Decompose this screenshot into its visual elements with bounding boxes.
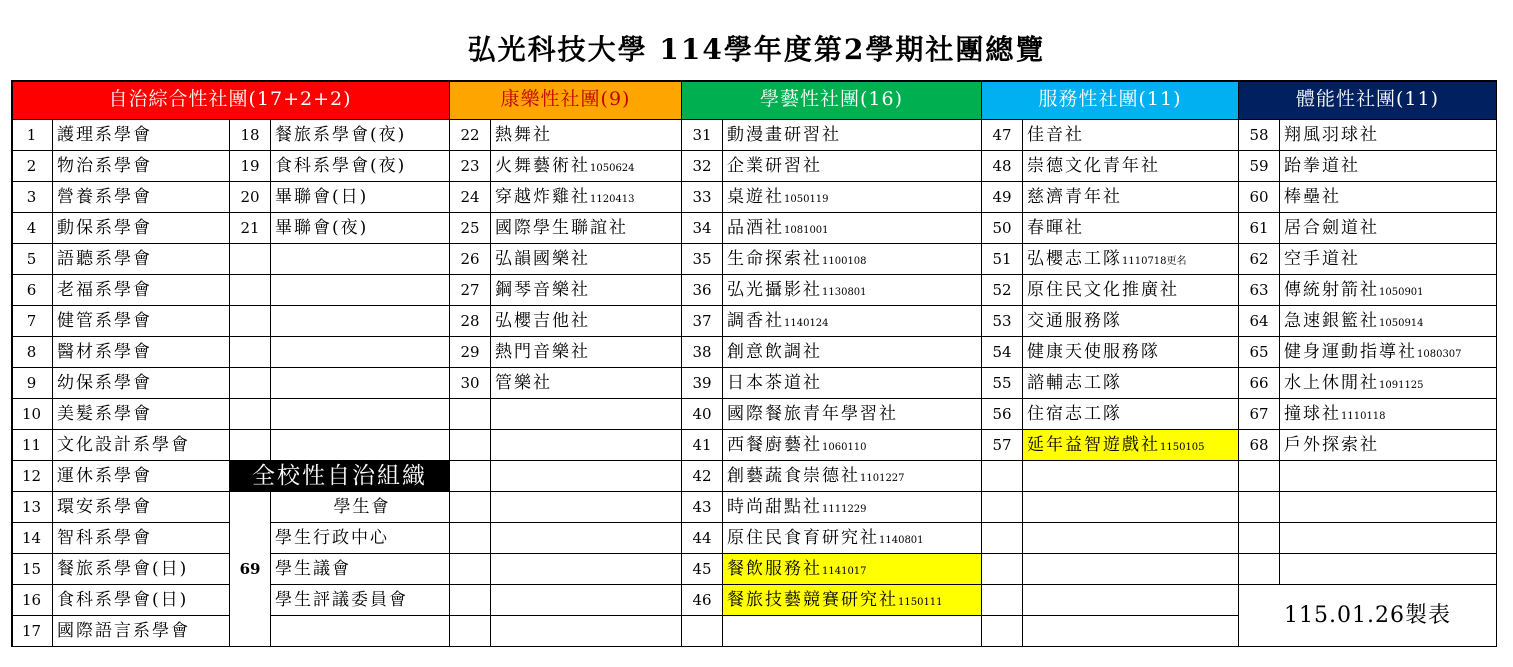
club-name: 動保系學會 xyxy=(53,213,230,244)
club-number: 5 xyxy=(11,244,53,275)
club-name xyxy=(723,120,982,151)
club-number: 6 xyxy=(11,275,53,306)
club-name xyxy=(1280,120,1497,151)
club-number: 20 xyxy=(230,182,271,213)
club-name-text: 棒壘社 xyxy=(1284,187,1341,207)
empty-cell xyxy=(450,523,491,554)
club-name-text: 跆拳道社 xyxy=(1284,156,1360,176)
club-number: 44 xyxy=(682,523,723,554)
empty-cell xyxy=(1023,585,1239,616)
club-name-text: 慈濟青年社 xyxy=(1027,187,1122,207)
club-founding-code: 1140124 xyxy=(784,318,829,329)
page-title: 弘光科技大學 114學年度第2學期社團總覽 xyxy=(467,33,1046,66)
club-name-text: 熱舞社 xyxy=(495,125,552,145)
club-number: 25 xyxy=(450,213,491,244)
club-name xyxy=(1280,337,1497,368)
club-name: 餐旅系學會(日) xyxy=(53,554,230,585)
footer-note: 115.01.26製表 xyxy=(1239,585,1497,647)
club-number: 42 xyxy=(682,461,723,492)
club-name: 文化設計系學會 xyxy=(53,430,230,461)
club-number: 27 xyxy=(450,275,491,306)
club-founding-code: 1050914 xyxy=(1379,318,1424,329)
empty-cell xyxy=(1239,554,1280,585)
club-name-text: 住宿志工隊 xyxy=(1027,404,1122,424)
club-name xyxy=(1023,399,1239,430)
empty-cell xyxy=(1280,492,1497,523)
club-name: 醫材系學會 xyxy=(53,337,230,368)
empty-cell xyxy=(271,399,450,430)
club-number: 22 xyxy=(450,120,491,151)
club-name-text: 火舞藝術社 xyxy=(495,156,590,176)
club-name xyxy=(723,554,982,585)
club-name-text: 延年益智遊戲社 xyxy=(1027,435,1160,455)
empty-cell xyxy=(450,492,491,523)
club-name xyxy=(1280,244,1497,275)
club-number: 51 xyxy=(982,244,1023,275)
club-name xyxy=(723,244,982,275)
club-name-text: 桌遊社 xyxy=(727,187,784,207)
empty-cell xyxy=(982,554,1023,585)
club-name-text: 熱門音樂社 xyxy=(495,342,590,362)
school-wide-item: 學生議會 xyxy=(271,554,450,585)
club-table xyxy=(11,80,1497,646)
header-self-gov: 自治綜合性社團(17+2+2) xyxy=(11,80,450,120)
club-name xyxy=(1280,275,1497,306)
club-number: 1 xyxy=(11,120,53,151)
club-name-text: 創藝蔬食崇德社 xyxy=(727,466,860,486)
club-name xyxy=(723,337,982,368)
club-name-text: 諮輔志工隊 xyxy=(1027,373,1122,393)
club-name xyxy=(1023,213,1239,244)
club-name xyxy=(491,182,682,213)
club-name-text: 弘光攝影社 xyxy=(727,280,822,300)
club-name xyxy=(723,492,982,523)
club-number: 66 xyxy=(1239,368,1280,399)
club-number: 41 xyxy=(682,430,723,461)
empty-cell xyxy=(1023,461,1239,492)
empty-cell xyxy=(1023,616,1239,647)
club-founding-code: 1130801 xyxy=(822,287,867,298)
club-founding-code: 1110718更名 xyxy=(1122,256,1187,267)
club-number: 55 xyxy=(982,368,1023,399)
club-number: 47 xyxy=(982,120,1023,151)
club-number: 60 xyxy=(1239,182,1280,213)
club-number: 29 xyxy=(450,337,491,368)
club-name xyxy=(723,151,982,182)
club-name xyxy=(491,244,682,275)
club-number: 31 xyxy=(682,120,723,151)
club-number: 52 xyxy=(982,275,1023,306)
club-number: 23 xyxy=(450,151,491,182)
club-name xyxy=(1023,337,1239,368)
club-founding-code: 1150105 xyxy=(1160,442,1205,453)
club-name: 物治系學會 xyxy=(53,151,230,182)
club-name: 語聽系學會 xyxy=(53,244,230,275)
empty-cell xyxy=(271,275,450,306)
empty-cell xyxy=(982,461,1023,492)
club-name-text: 撞球社 xyxy=(1284,404,1341,424)
empty-cell xyxy=(450,399,491,430)
club-founding-code: 1101227 xyxy=(860,473,905,484)
club-number: 12 xyxy=(11,461,53,492)
club-number: 36 xyxy=(682,275,723,306)
club-name-text: 空手道社 xyxy=(1284,249,1360,269)
club-number: 37 xyxy=(682,306,723,337)
club-founding-code: 1150111 xyxy=(898,597,943,608)
empty-cell xyxy=(230,306,271,337)
empty-cell xyxy=(1280,523,1497,554)
club-name-text: 弘櫻吉他社 xyxy=(495,311,590,331)
empty-cell xyxy=(491,554,682,585)
empty-cell xyxy=(271,337,450,368)
empty-cell xyxy=(982,492,1023,523)
club-number: 11 xyxy=(11,430,53,461)
club-number: 15 xyxy=(11,554,53,585)
club-founding-code: 1081001 xyxy=(784,225,829,236)
empty-cell xyxy=(1239,461,1280,492)
club-number: 50 xyxy=(982,213,1023,244)
empty-cell xyxy=(271,616,450,647)
club-name xyxy=(491,120,682,151)
empty-cell xyxy=(230,430,271,461)
club-number: 16 xyxy=(11,585,53,616)
empty-cell xyxy=(271,368,450,399)
empty-cell xyxy=(230,368,271,399)
empty-cell xyxy=(1023,492,1239,523)
school-wide-item: 學生行政中心 xyxy=(271,523,450,554)
club-number: 35 xyxy=(682,244,723,275)
club-number: 68 xyxy=(1239,430,1280,461)
header-service: 服務性社團(11) xyxy=(982,80,1239,120)
school-wide-number: 69 xyxy=(230,492,271,647)
club-founding-code: 1050624 xyxy=(590,163,635,174)
club-name xyxy=(1280,213,1497,244)
club-name xyxy=(723,182,982,213)
club-number: 3 xyxy=(11,182,53,213)
club-name-text: 翔風羽球社 xyxy=(1284,125,1379,145)
empty-cell xyxy=(230,275,271,306)
club-number: 53 xyxy=(982,306,1023,337)
empty-cell xyxy=(1280,461,1497,492)
empty-cell xyxy=(491,492,682,523)
club-name xyxy=(1023,368,1239,399)
club-name-text: 餐旅技藝競賽研究社 xyxy=(727,590,898,610)
club-founding-code: 1120413 xyxy=(590,194,635,205)
club-name-text: 調香社 xyxy=(727,311,784,331)
club-name xyxy=(491,337,682,368)
club-name xyxy=(491,306,682,337)
club-name-text: 春暉社 xyxy=(1027,218,1084,238)
empty-cell xyxy=(230,244,271,275)
club-name-text: 創意飲調社 xyxy=(727,342,822,362)
club-number: 10 xyxy=(11,399,53,430)
club-number: 33 xyxy=(682,182,723,213)
club-number: 38 xyxy=(682,337,723,368)
club-name-text: 西餐廚藝社 xyxy=(727,435,822,455)
club-name xyxy=(723,399,982,430)
empty-cell xyxy=(230,399,271,430)
empty-cell xyxy=(1023,554,1239,585)
club-number: 26 xyxy=(450,244,491,275)
club-name xyxy=(723,430,982,461)
empty-cell xyxy=(450,461,491,492)
club-name-text: 動漫畫研習社 xyxy=(727,125,841,145)
club-founding-code: 1050119 xyxy=(784,194,829,205)
club-name-text: 居合劍道社 xyxy=(1284,218,1379,238)
club-founding-code: 1060110 xyxy=(822,442,867,453)
empty-cell xyxy=(491,616,682,647)
club-name xyxy=(723,585,982,616)
club-number: 57 xyxy=(982,430,1023,461)
club-name: 畢聯會(夜) xyxy=(271,213,450,244)
club-number: 43 xyxy=(682,492,723,523)
club-number: 65 xyxy=(1239,337,1280,368)
club-name: 國際語言系學會 xyxy=(53,616,230,647)
club-number: 32 xyxy=(682,151,723,182)
club-name-text: 弘韻國樂社 xyxy=(495,249,590,269)
club-number: 59 xyxy=(1239,151,1280,182)
empty-cell xyxy=(723,616,982,647)
club-name xyxy=(723,213,982,244)
club-name: 護理系學會 xyxy=(53,120,230,151)
club-name-text: 管樂社 xyxy=(495,373,552,393)
club-number: 61 xyxy=(1239,213,1280,244)
club-founding-code: 1050901 xyxy=(1379,287,1424,298)
club-founding-code: 1111229 xyxy=(822,504,867,515)
empty-cell xyxy=(1239,492,1280,523)
empty-cell xyxy=(982,585,1023,616)
empty-cell xyxy=(450,554,491,585)
club-founding-code: 1141017 xyxy=(822,566,867,577)
club-name-text: 急速銀籃社 xyxy=(1284,311,1379,331)
empty-cell xyxy=(271,306,450,337)
club-number: 24 xyxy=(450,182,491,213)
club-name xyxy=(491,368,682,399)
club-name xyxy=(723,275,982,306)
header-academic: 學藝性社團(16) xyxy=(682,80,982,120)
club-name xyxy=(1023,244,1239,275)
club-name: 美髮系學會 xyxy=(53,399,230,430)
club-name: 幼保系學會 xyxy=(53,368,230,399)
club-founding-code: 1140801 xyxy=(879,535,924,546)
club-number: 67 xyxy=(1239,399,1280,430)
club-name xyxy=(1280,151,1497,182)
empty-cell xyxy=(1023,523,1239,554)
club-name-text: 時尚甜點社 xyxy=(727,497,822,517)
school-wide-heading: 全校性自治組織 xyxy=(230,461,450,492)
club-name: 食科系學會(夜) xyxy=(271,151,450,182)
header-recreation: 康樂性社團(9) xyxy=(450,80,682,120)
empty-cell xyxy=(450,430,491,461)
club-name-text: 佳音社 xyxy=(1027,125,1084,145)
club-name: 餐旅系學會(夜) xyxy=(271,120,450,151)
club-number: 9 xyxy=(11,368,53,399)
empty-cell xyxy=(1280,554,1497,585)
club-number: 56 xyxy=(982,399,1023,430)
club-name: 老福系學會 xyxy=(53,275,230,306)
club-number: 7 xyxy=(11,306,53,337)
club-name-text: 弘櫻志工隊 xyxy=(1027,249,1122,269)
club-name: 運休系學會 xyxy=(53,461,230,492)
club-name-text: 健身運動指導社 xyxy=(1284,342,1417,362)
club-name-text: 品酒社 xyxy=(727,218,784,238)
club-name xyxy=(723,368,982,399)
club-name xyxy=(1280,430,1497,461)
empty-cell xyxy=(491,461,682,492)
club-name-text: 餐飲服務社 xyxy=(727,559,822,579)
empty-cell xyxy=(982,616,1023,647)
club-number: 63 xyxy=(1239,275,1280,306)
club-number: 45 xyxy=(682,554,723,585)
club-number: 39 xyxy=(682,368,723,399)
empty-cell xyxy=(271,430,450,461)
club-founding-code: 1080307 xyxy=(1417,349,1462,360)
club-name xyxy=(1280,368,1497,399)
club-name xyxy=(723,306,982,337)
club-founding-code: 1110118 xyxy=(1341,411,1386,422)
club-name xyxy=(1023,275,1239,306)
empty-cell xyxy=(491,430,682,461)
club-founding-code: 1091125 xyxy=(1379,380,1424,391)
club-name-text: 國際餐旅青年學習社 xyxy=(727,404,898,424)
club-name-text: 健康天使服務隊 xyxy=(1027,342,1160,362)
club-number: 14 xyxy=(11,523,53,554)
club-name xyxy=(491,275,682,306)
club-founding-code: 1100108 xyxy=(822,256,867,267)
club-number: 62 xyxy=(1239,244,1280,275)
club-name xyxy=(723,461,982,492)
club-name-text: 原住民食育研究社 xyxy=(727,528,879,548)
empty-cell xyxy=(230,337,271,368)
empty-cell xyxy=(491,523,682,554)
club-name-text: 戶外探索社 xyxy=(1284,435,1379,455)
club-name-text: 傳統射箭社 xyxy=(1284,280,1379,300)
club-name-text: 崇德文化青年社 xyxy=(1027,156,1160,176)
club-name-text: 企業研習社 xyxy=(727,156,822,176)
club-name: 智科系學會 xyxy=(53,523,230,554)
school-wide-item: 學生會 xyxy=(271,492,450,523)
club-number: 18 xyxy=(230,120,271,151)
club-name: 環安系學會 xyxy=(53,492,230,523)
club-number: 8 xyxy=(11,337,53,368)
club-number: 48 xyxy=(982,151,1023,182)
club-number: 21 xyxy=(230,213,271,244)
club-name: 畢聯會(日) xyxy=(271,182,450,213)
club-name-text: 交通服務隊 xyxy=(1027,311,1122,331)
empty-cell xyxy=(450,585,491,616)
header-sports: 體能性社團(11) xyxy=(1239,80,1497,120)
school-wide-item: 學生評議委員會 xyxy=(271,585,450,616)
club-name xyxy=(1023,120,1239,151)
club-name xyxy=(491,151,682,182)
club-name: 食科系學會(日) xyxy=(53,585,230,616)
club-name: 營養系學會 xyxy=(53,182,230,213)
club-number: 64 xyxy=(1239,306,1280,337)
club-name-text: 原住民文化推廣社 xyxy=(1027,280,1179,300)
empty-cell xyxy=(271,244,450,275)
club-name xyxy=(723,523,982,554)
club-number: 4 xyxy=(11,213,53,244)
club-number: 17 xyxy=(11,616,53,647)
club-number: 2 xyxy=(11,151,53,182)
club-name-text: 生命探索社 xyxy=(727,249,822,269)
club-number: 54 xyxy=(982,337,1023,368)
club-name-text: 日本茶道社 xyxy=(727,373,822,393)
club-name: 健管系學會 xyxy=(53,306,230,337)
club-number: 34 xyxy=(682,213,723,244)
empty-cell xyxy=(982,523,1023,554)
club-name-text: 穿越炸雞社 xyxy=(495,187,590,207)
club-number: 13 xyxy=(11,492,53,523)
empty-cell xyxy=(491,399,682,430)
club-name xyxy=(1280,306,1497,337)
club-name xyxy=(1023,430,1239,461)
club-name xyxy=(1023,182,1239,213)
club-name xyxy=(1280,182,1497,213)
empty-cell xyxy=(491,585,682,616)
club-number: 19 xyxy=(230,151,271,182)
club-number: 40 xyxy=(682,399,723,430)
empty-cell xyxy=(450,616,491,647)
club-number: 49 xyxy=(982,182,1023,213)
club-name xyxy=(491,213,682,244)
empty-cell xyxy=(1239,523,1280,554)
club-number: 46 xyxy=(682,585,723,616)
club-number: 58 xyxy=(1239,120,1280,151)
club-name-text: 鋼琴音樂社 xyxy=(495,280,590,300)
club-name xyxy=(1023,151,1239,182)
club-number: 30 xyxy=(450,368,491,399)
club-name-text: 國際學生聯誼社 xyxy=(495,218,628,238)
club-name xyxy=(1023,306,1239,337)
club-name-text: 水上休閒社 xyxy=(1284,373,1379,393)
club-number: 28 xyxy=(450,306,491,337)
empty-cell xyxy=(682,616,723,647)
club-name xyxy=(1280,399,1497,430)
